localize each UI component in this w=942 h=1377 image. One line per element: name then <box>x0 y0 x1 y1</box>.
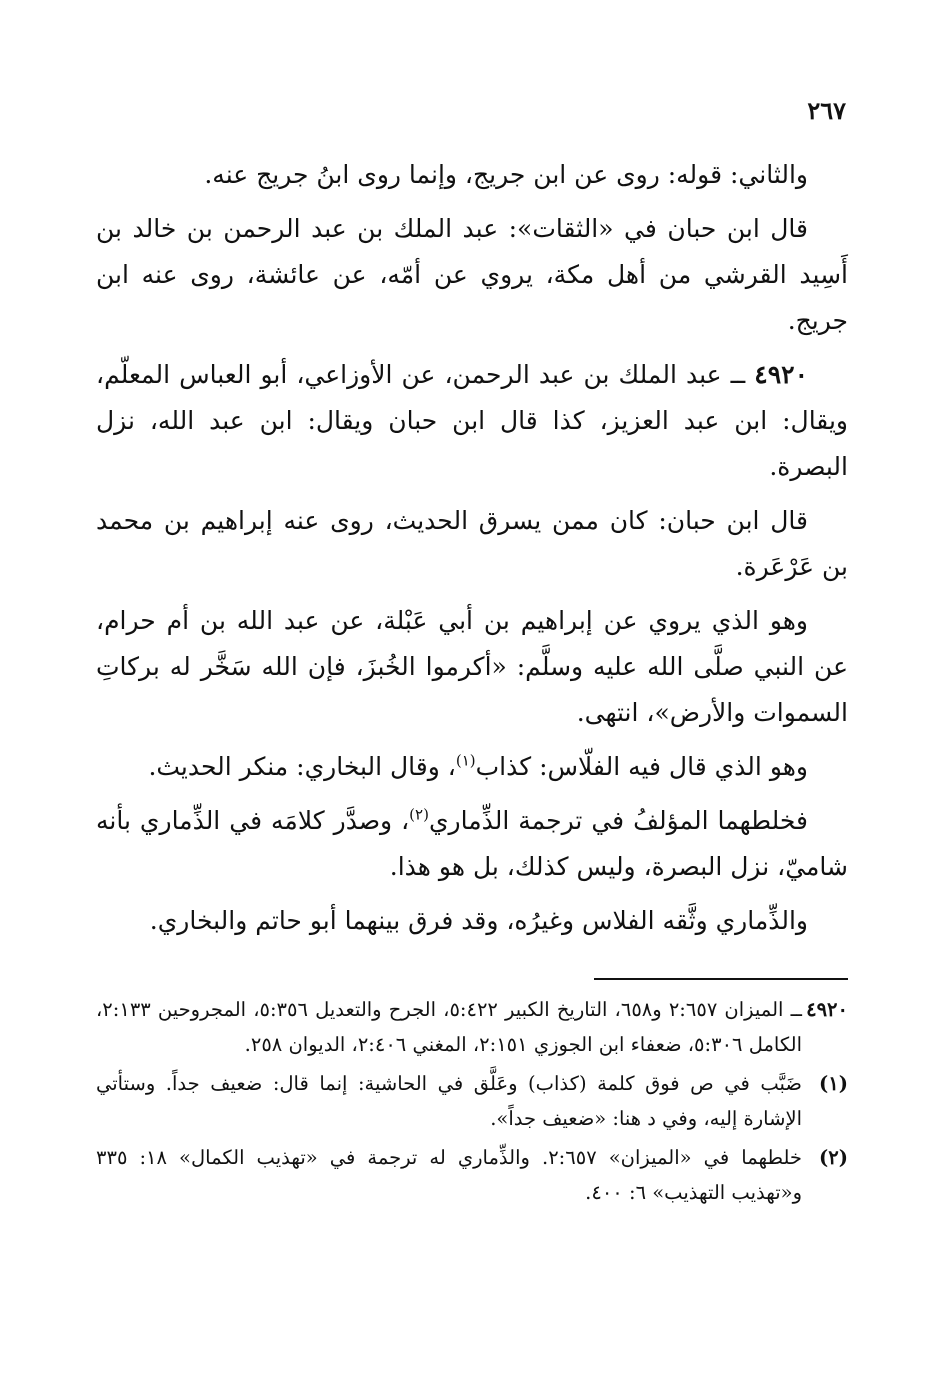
footnote-1 <box>96 1066 848 1136</box>
footnote-source-text: ــ الميزان ٢:٦٥٧ و٦٥٨، التاريخ الكبير ٥:٤٢٢، الجرح والتعديل ٥:٣٥٦، المجروحين ٢:١٣٣، الكامل ٥:٣٠٦، ضعفاء ابن الجوزي ٢:١٥١، المغني ٢:٤٠٦، الديوان ٢٥٨. <box>96 998 802 1056</box>
footnote-ref-1: (١) <box>455 751 476 770</box>
footnotes <box>96 992 848 1214</box>
entry-text: ــ عبد الملك بن عبد الرحمن، عن الأوزاعي، أبو العباس المعلّم، ويقال: ابن عبد العزيز، كذا قال ابن حبان ويقال: ابن عبد الله، نزل البصرة. <box>96 360 848 481</box>
paragraph-6-after: ، وقال البخاري: منكر الحديث. <box>148 752 456 781</box>
footnote-2 <box>96 1140 848 1210</box>
paragraph-7-after: ، وصدَّر كلامَه في الذِّماري بأنه شاميّ، نزل البصرة، وليس كذلك، بل هو هذا. <box>96 806 848 881</box>
page-number: ٢٦٧ <box>807 96 846 125</box>
paragraph-2: قال ابن حبان في «الثقات»: عبد الملك بن عبد الرحمن بن خالد بن أَسِيد القرشي من أهل مكة، يروي عن أمّه، عن عائشة، روى عنه ابن جريج. <box>96 214 848 335</box>
entry-number: ٤٩٢٠ <box>754 360 808 389</box>
paragraph-1: والثاني: قوله: روى عن ابن جريج، وإنما روى ابنُ جريج عنه. <box>204 160 808 189</box>
paragraph-5: وهو الذي يروي عن إبراهيم بن أبي عَبْلة، عن عبد الله بن أم حرام، عن النبي صلَّى الله عليه وسلَّم: «أكرموا الخُبزَ، فإن الله سَخَّر له بركاتِ السموات والأرض»، انتهى. <box>96 606 848 727</box>
footnote-separator <box>594 978 848 980</box>
paragraph-6 <box>96 744 848 790</box>
entry-4920 <box>96 352 848 490</box>
paragraph-6-before: وهو الذي قال فيه الفلّاس: كذاب <box>475 752 808 781</box>
paragraph-7 <box>96 798 848 890</box>
paragraph-8: والذِّماري وثَّقه الفلاس وغيرُه، وقد فرق بينهما أبو حاتم والبخاري. <box>149 906 808 935</box>
footnote-source <box>96 992 848 1062</box>
footnote-ref-2: (٢) <box>409 805 429 824</box>
footnote-1-text: ضَبَّب في ص فوق كلمة (كذاب) وعَلَّق في الحاشية: إنما قال: ضعيف جداً. وستأتي الإشارة إليه، وفي د هنا: «ضعيف جداً». <box>96 1072 802 1130</box>
paragraph-7-before: فخلطهما المؤلفُ في ترجمة الذِّماري <box>428 806 808 835</box>
footnote-2-number: (٢) <box>819 1146 848 1169</box>
footnote-2-text: خلطهما في «الميزان» ٢:٦٥٧. والذِّماري له ترجمة في «تهذيب الكمال» ١٨: ٣٣٥ و«تهذيب التهذيب» ٦: ٤٠٠. <box>96 1146 802 1204</box>
paragraph-4: قال ابن حبان: كان ممن يسرق الحديث، روى عنه إبراهيم بن محمد بن عَرْعَرة. <box>96 506 848 581</box>
footnote-source-number: ٤٩٢٠ <box>806 998 848 1021</box>
main-text <box>96 152 848 952</box>
footnote-1-number: (١) <box>819 1072 848 1095</box>
